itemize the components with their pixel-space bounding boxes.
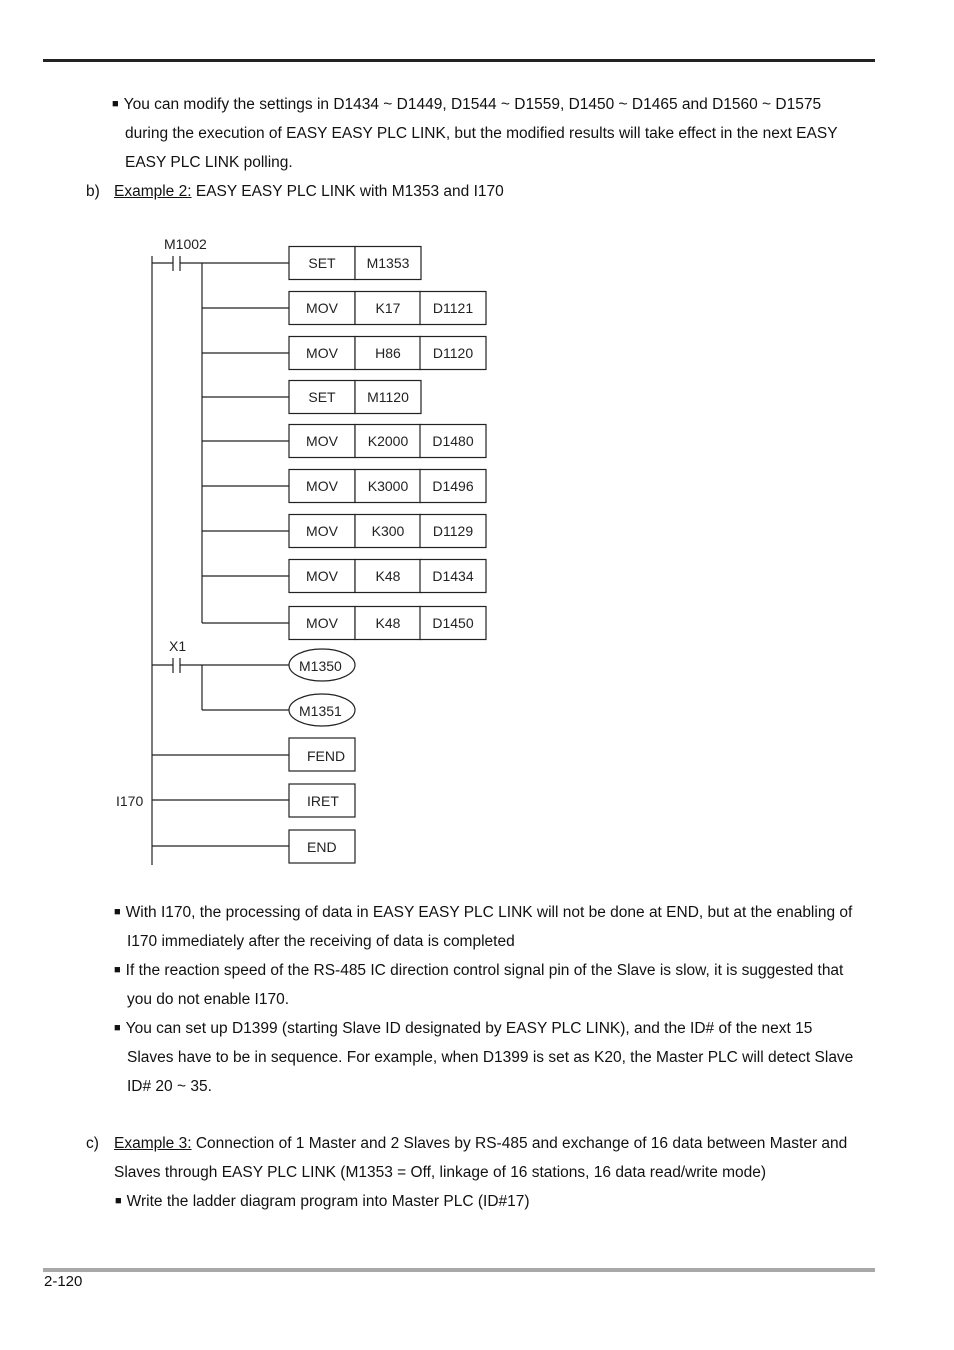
instruction-op: SET: [308, 255, 336, 271]
bullet-line: With I170, the processing of data in EASY EASY PLC LINK will not be done at END, but at the enabling of: [125, 904, 853, 921]
bullet-line: Slaves have to be in sequence. For example, when D1399 is set as K20, the Master PLC will detect Slave: [127, 1049, 854, 1066]
bullet-square-icon: ■: [114, 1022, 121, 1034]
bullet-square-icon: ■: [114, 964, 121, 976]
instruction-op: MOV: [306, 523, 338, 539]
instruction-op: MOV: [306, 478, 338, 494]
bullet-line: I170 immediately after the receiving of data is completed: [127, 933, 515, 950]
coil-label: M1351: [299, 703, 342, 719]
contact-label: I170: [116, 793, 144, 809]
end-instruction: FEND: [307, 748, 346, 764]
instruction-arg: D1480: [432, 433, 474, 449]
bullet-line: You can modify the settings in D1434 ~ D1449, D1544 ~ D1559, D1450 ~ D1465 and D1560 ~ D1575: [123, 96, 822, 113]
instruction-arg: D1450: [432, 615, 474, 631]
bullet-line: If the reaction speed of the RS-485 IC direction control signal pin of the Slave is slow, it is suggested that: [125, 962, 844, 979]
list-label: b): [86, 183, 100, 200]
example-text: EASY EASY PLC LINK with M1353 and I170: [191, 183, 504, 200]
coil-label: M1350: [299, 658, 342, 674]
example-title: Example 3:: [114, 1135, 192, 1152]
bullet-line: Write the ladder diagram program into Master PLC (ID#17): [126, 1193, 530, 1210]
example-text: Connection of 1 Master and 2 Slaves by RS-485 and exchange of 16 data between Master and: [191, 1135, 848, 1152]
bullet-line: during the execution of EASY EASY PLC LINK, but the modified results will take effect in the next EASY: [125, 125, 838, 142]
instruction-arg: D1129: [432, 523, 474, 539]
instruction-arg: K3000: [367, 478, 409, 494]
instruction-op: MOV: [306, 345, 338, 361]
instruction-arg: K48: [375, 568, 401, 584]
bullet-line: you do not enable I170.: [127, 991, 290, 1008]
bullet-d1399-setup: [114, 1014, 884, 1101]
footer-rule: [43, 1268, 875, 1272]
example-text: Slaves through EASY PLC LINK (M1353 = Off, linkage of 16 stations, 16 data read/write mode): [114, 1164, 767, 1181]
instruction-op: MOV: [306, 300, 338, 316]
instruction-arg: H86: [375, 345, 401, 361]
example-title: Example 2:: [114, 183, 192, 200]
instruction-arg: K17: [375, 300, 401, 316]
contact-label: X1: [169, 638, 187, 654]
bullet-reaction-speed: [114, 956, 884, 1014]
instruction-arg: M1120: [367, 389, 409, 405]
instruction-op: MOV: [306, 615, 338, 631]
instruction-op: MOV: [306, 568, 338, 584]
instruction-arg: D1120: [432, 345, 474, 361]
instruction-op: SET: [308, 389, 336, 405]
instruction-arg: M1353: [366, 255, 410, 271]
contact-label: M1002: [164, 236, 207, 252]
instruction-arg: K2000: [367, 433, 409, 449]
bullet-square-icon: ■: [115, 1195, 122, 1207]
bullet-square-icon: ■: [112, 98, 119, 110]
bullet-line: ID# 20 ~ 35.: [127, 1078, 212, 1095]
instruction-arg: K48: [375, 615, 401, 631]
instruction-op: MOV: [306, 433, 338, 449]
instruction-arg: D1121: [432, 300, 474, 316]
end-instruction: END: [307, 839, 337, 855]
page-number: 2-120: [44, 1273, 83, 1290]
bullet-write-ladder: [115, 1187, 875, 1216]
list-label: c): [86, 1135, 99, 1152]
bullet-square-icon: ■: [114, 906, 121, 918]
instruction-arg: D1496: [432, 478, 474, 494]
instruction-arg: D1434: [432, 568, 474, 584]
end-instruction: IRET: [307, 793, 339, 809]
instruction-arg: K300: [371, 523, 405, 539]
bullet-i170-processing: [114, 898, 884, 956]
bullet-line: EASY PLC LINK polling.: [125, 154, 293, 171]
bullet-line: You can set up D1399 (starting Slave ID designated by EASY PLC LINK), and the ID# of the next 15: [125, 1020, 813, 1037]
example-3-heading: [86, 1129, 886, 1187]
